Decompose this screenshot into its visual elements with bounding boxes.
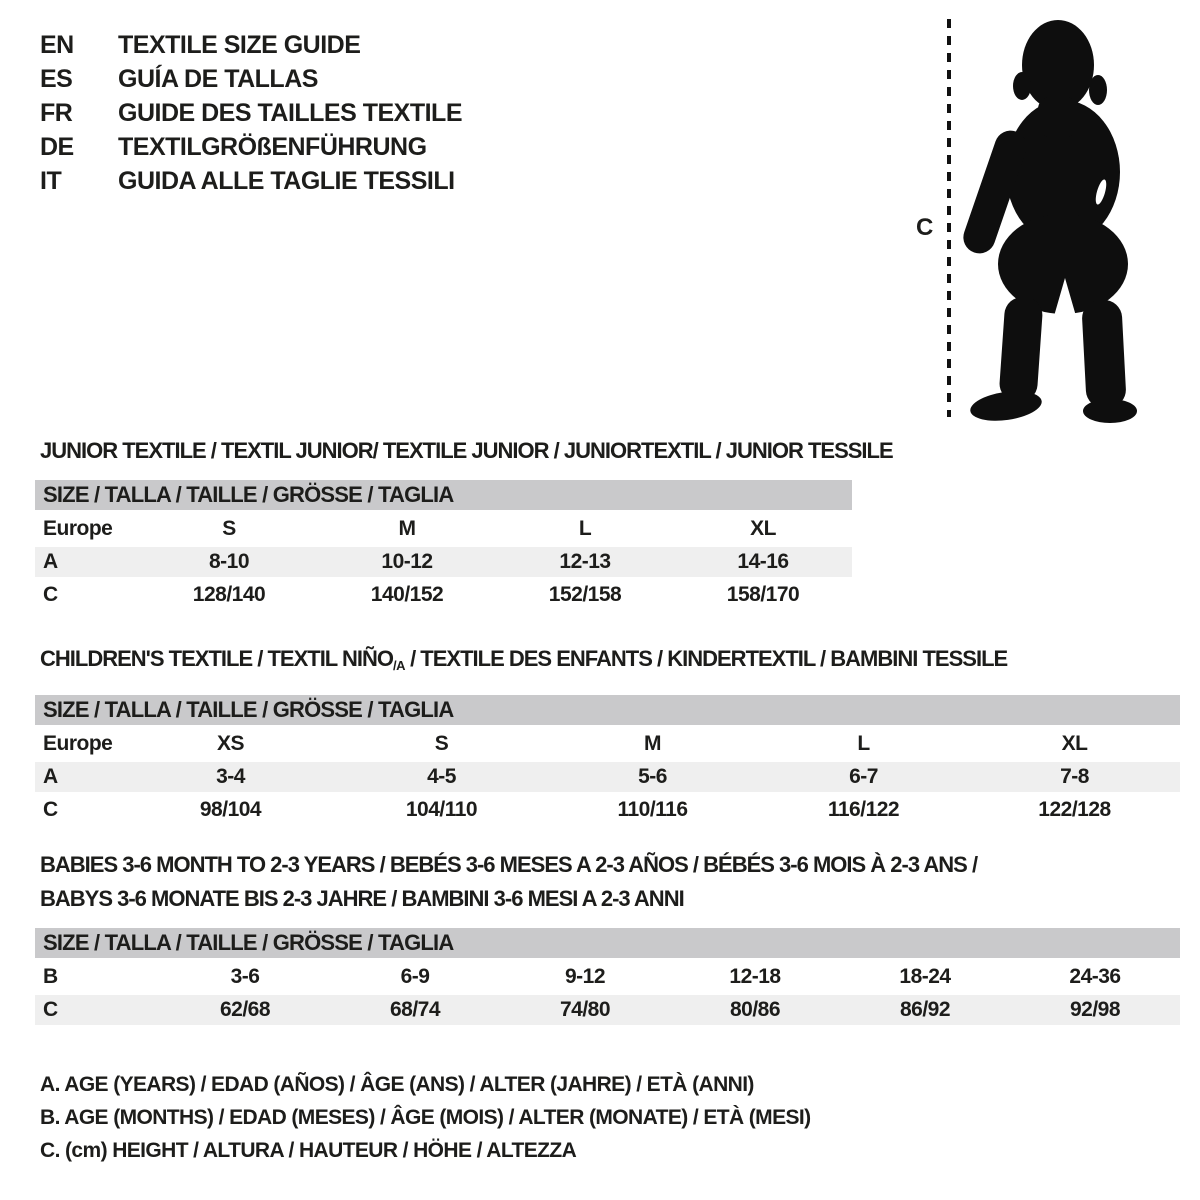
row-label-cell: B (43, 965, 58, 988)
language-title: GUÍA DE TALLAS (118, 64, 318, 93)
row-label-cell: C (43, 998, 58, 1021)
value-cell: 140/152 (370, 583, 444, 606)
height-measure-line (946, 16, 952, 420)
table-row (35, 729, 1180, 759)
value-cell: L (578, 517, 592, 540)
value-cell: 3-6 (230, 965, 260, 988)
value-cell: 122/128 (1038, 798, 1111, 821)
row-label-cell: A (43, 550, 58, 573)
value-cell: 98/104 (199, 798, 262, 821)
size-table-header: SIZE / TALLA / TAILLE / GRÖSSE / TAGLIA (35, 695, 1180, 725)
table-row (35, 962, 1180, 992)
footnotes (40, 1068, 811, 1167)
table-row (35, 514, 852, 544)
language-code: DE (40, 132, 74, 161)
footnote: C. (cm) HEIGHT / ALTURA / HAUTEUR / HÖHE / ALTEZZA (40, 1139, 577, 1162)
value-cell: 86/92 (899, 998, 951, 1021)
value-cell: 92/98 (1069, 998, 1121, 1021)
footnote: B. AGE (MONTHS) / EDAD (MESES) / ÂGE (MOIS) / ALTER (MONATE) / ETÀ (MESI) (40, 1106, 811, 1129)
value-cell: 7-8 (1060, 765, 1089, 788)
language-row (40, 28, 462, 62)
title-text: BABYS 3-6 MONATE BIS 2-3 JAHRE / BAMBINI 3-6 MESI A 2-3 ANNI (40, 886, 684, 911)
value-cell: S (434, 732, 449, 755)
section-title-line (40, 642, 1180, 683)
value-cell: 128/140 (192, 583, 266, 606)
size-table-header: SIZE / TALLA / TAILLE / GRÖSSE / TAGLIA (35, 928, 1180, 958)
value-cell: 12-13 (559, 550, 611, 573)
value-cell: 9-12 (564, 965, 606, 988)
language-title: GUIDE DES TAILLES TEXTILE (118, 98, 463, 127)
table-row (35, 995, 1180, 1025)
value-cell: 68/74 (389, 998, 441, 1021)
row-label-cell: C (43, 798, 58, 821)
row-label-cell: C (43, 583, 58, 606)
value-cell: 3-4 (216, 765, 245, 788)
value-cell: 104/110 (405, 798, 478, 821)
value-cell: 152/158 (548, 583, 622, 606)
value-cell: 110/116 (617, 798, 688, 821)
section-title-line (40, 434, 893, 468)
value-cell: 80/86 (729, 998, 781, 1021)
table-row (35, 580, 852, 610)
size-table-header: SIZE / TALLA / TAILLE / GRÖSSE / TAGLIA (35, 480, 852, 510)
row-label-cell: A (43, 765, 58, 788)
value-cell: 116/122 (827, 798, 900, 821)
value-cell: XS (216, 732, 244, 755)
size-table (35, 928, 1180, 1025)
language-title: TEXTILGRÖßENFÜHRUNG (118, 132, 427, 161)
section-babies-textile (35, 848, 1180, 1025)
section-childrens-textile (35, 642, 1180, 825)
baby-silhouette-icon (958, 12, 1143, 424)
language-title: GUIDA ALLE TAGLIE TESSILI (118, 166, 455, 195)
title-text: CHILDREN'S TEXTILE / TEXTIL NIÑO (40, 646, 393, 671)
section-title (35, 848, 1180, 916)
value-cell: 4-5 (427, 765, 456, 788)
value-cell: XL (1061, 732, 1088, 755)
footnote: A. AGE (YEARS) / EDAD (AÑOS) / ÂGE (ANS) / ALTER (JAHRE) / ETÀ (ANNI) (40, 1073, 754, 1096)
section-title (35, 434, 893, 468)
title-text: JUNIOR TEXTILE / TEXTIL JUNIOR/ TEXTILE JUNIOR / JUNIORTEXTIL / JUNIOR TESSILE (40, 438, 893, 463)
value-cell: 158/170 (726, 583, 800, 606)
language-row (40, 62, 462, 96)
language-row (40, 130, 462, 164)
title-text: / TEXTILE DES ENFANTS / KINDERTEXTIL / BAMBINI TESSILE (404, 646, 1008, 671)
section-title (35, 642, 1180, 683)
value-cell: M (398, 517, 416, 540)
value-cell: 12-18 (729, 965, 781, 988)
title-subscript: /A (392, 658, 405, 673)
section-junior-textile (35, 434, 893, 610)
value-cell: 8-10 (208, 550, 250, 573)
value-cell: 6-9 (400, 965, 430, 988)
size-table (35, 695, 1180, 825)
value-cell: M (644, 732, 661, 755)
value-cell: 5-6 (638, 765, 667, 788)
title-text: BABIES 3-6 MONTH TO 2-3 YEARS / BEBÉS 3-6 MESES A 2-3 AÑOS / BÉBÉS 3-6 MOIS À 2-3 ANS / (40, 852, 978, 877)
value-cell: 10-12 (381, 550, 433, 573)
value-cell: 24-36 (1069, 965, 1121, 988)
value-cell: S (222, 517, 236, 540)
size-table (35, 480, 852, 610)
language-code: IT (40, 166, 62, 195)
value-cell: L (857, 732, 870, 755)
value-cell: 74/80 (559, 998, 611, 1021)
section-title-line (40, 848, 1180, 882)
language-code: EN (40, 30, 74, 59)
value-cell: 14-16 (737, 550, 789, 573)
table-row (35, 795, 1180, 825)
value-cell: 6-7 (849, 765, 878, 788)
table-row (35, 547, 852, 577)
row-label-cell: Europe (43, 517, 113, 540)
language-list (40, 28, 462, 198)
value-cell: 18-24 (899, 965, 951, 988)
value-cell: XL (750, 517, 776, 540)
language-code: ES (40, 64, 73, 93)
language-row (40, 164, 462, 198)
value-cell: 62/68 (219, 998, 271, 1021)
table-row (35, 762, 1180, 792)
height-measure-label: C (916, 214, 934, 241)
language-row (40, 96, 462, 130)
language-code: FR (40, 98, 73, 127)
language-title: TEXTILE SIZE GUIDE (118, 30, 361, 59)
row-label-cell: Europe (43, 732, 113, 755)
section-title-line (40, 882, 1180, 916)
